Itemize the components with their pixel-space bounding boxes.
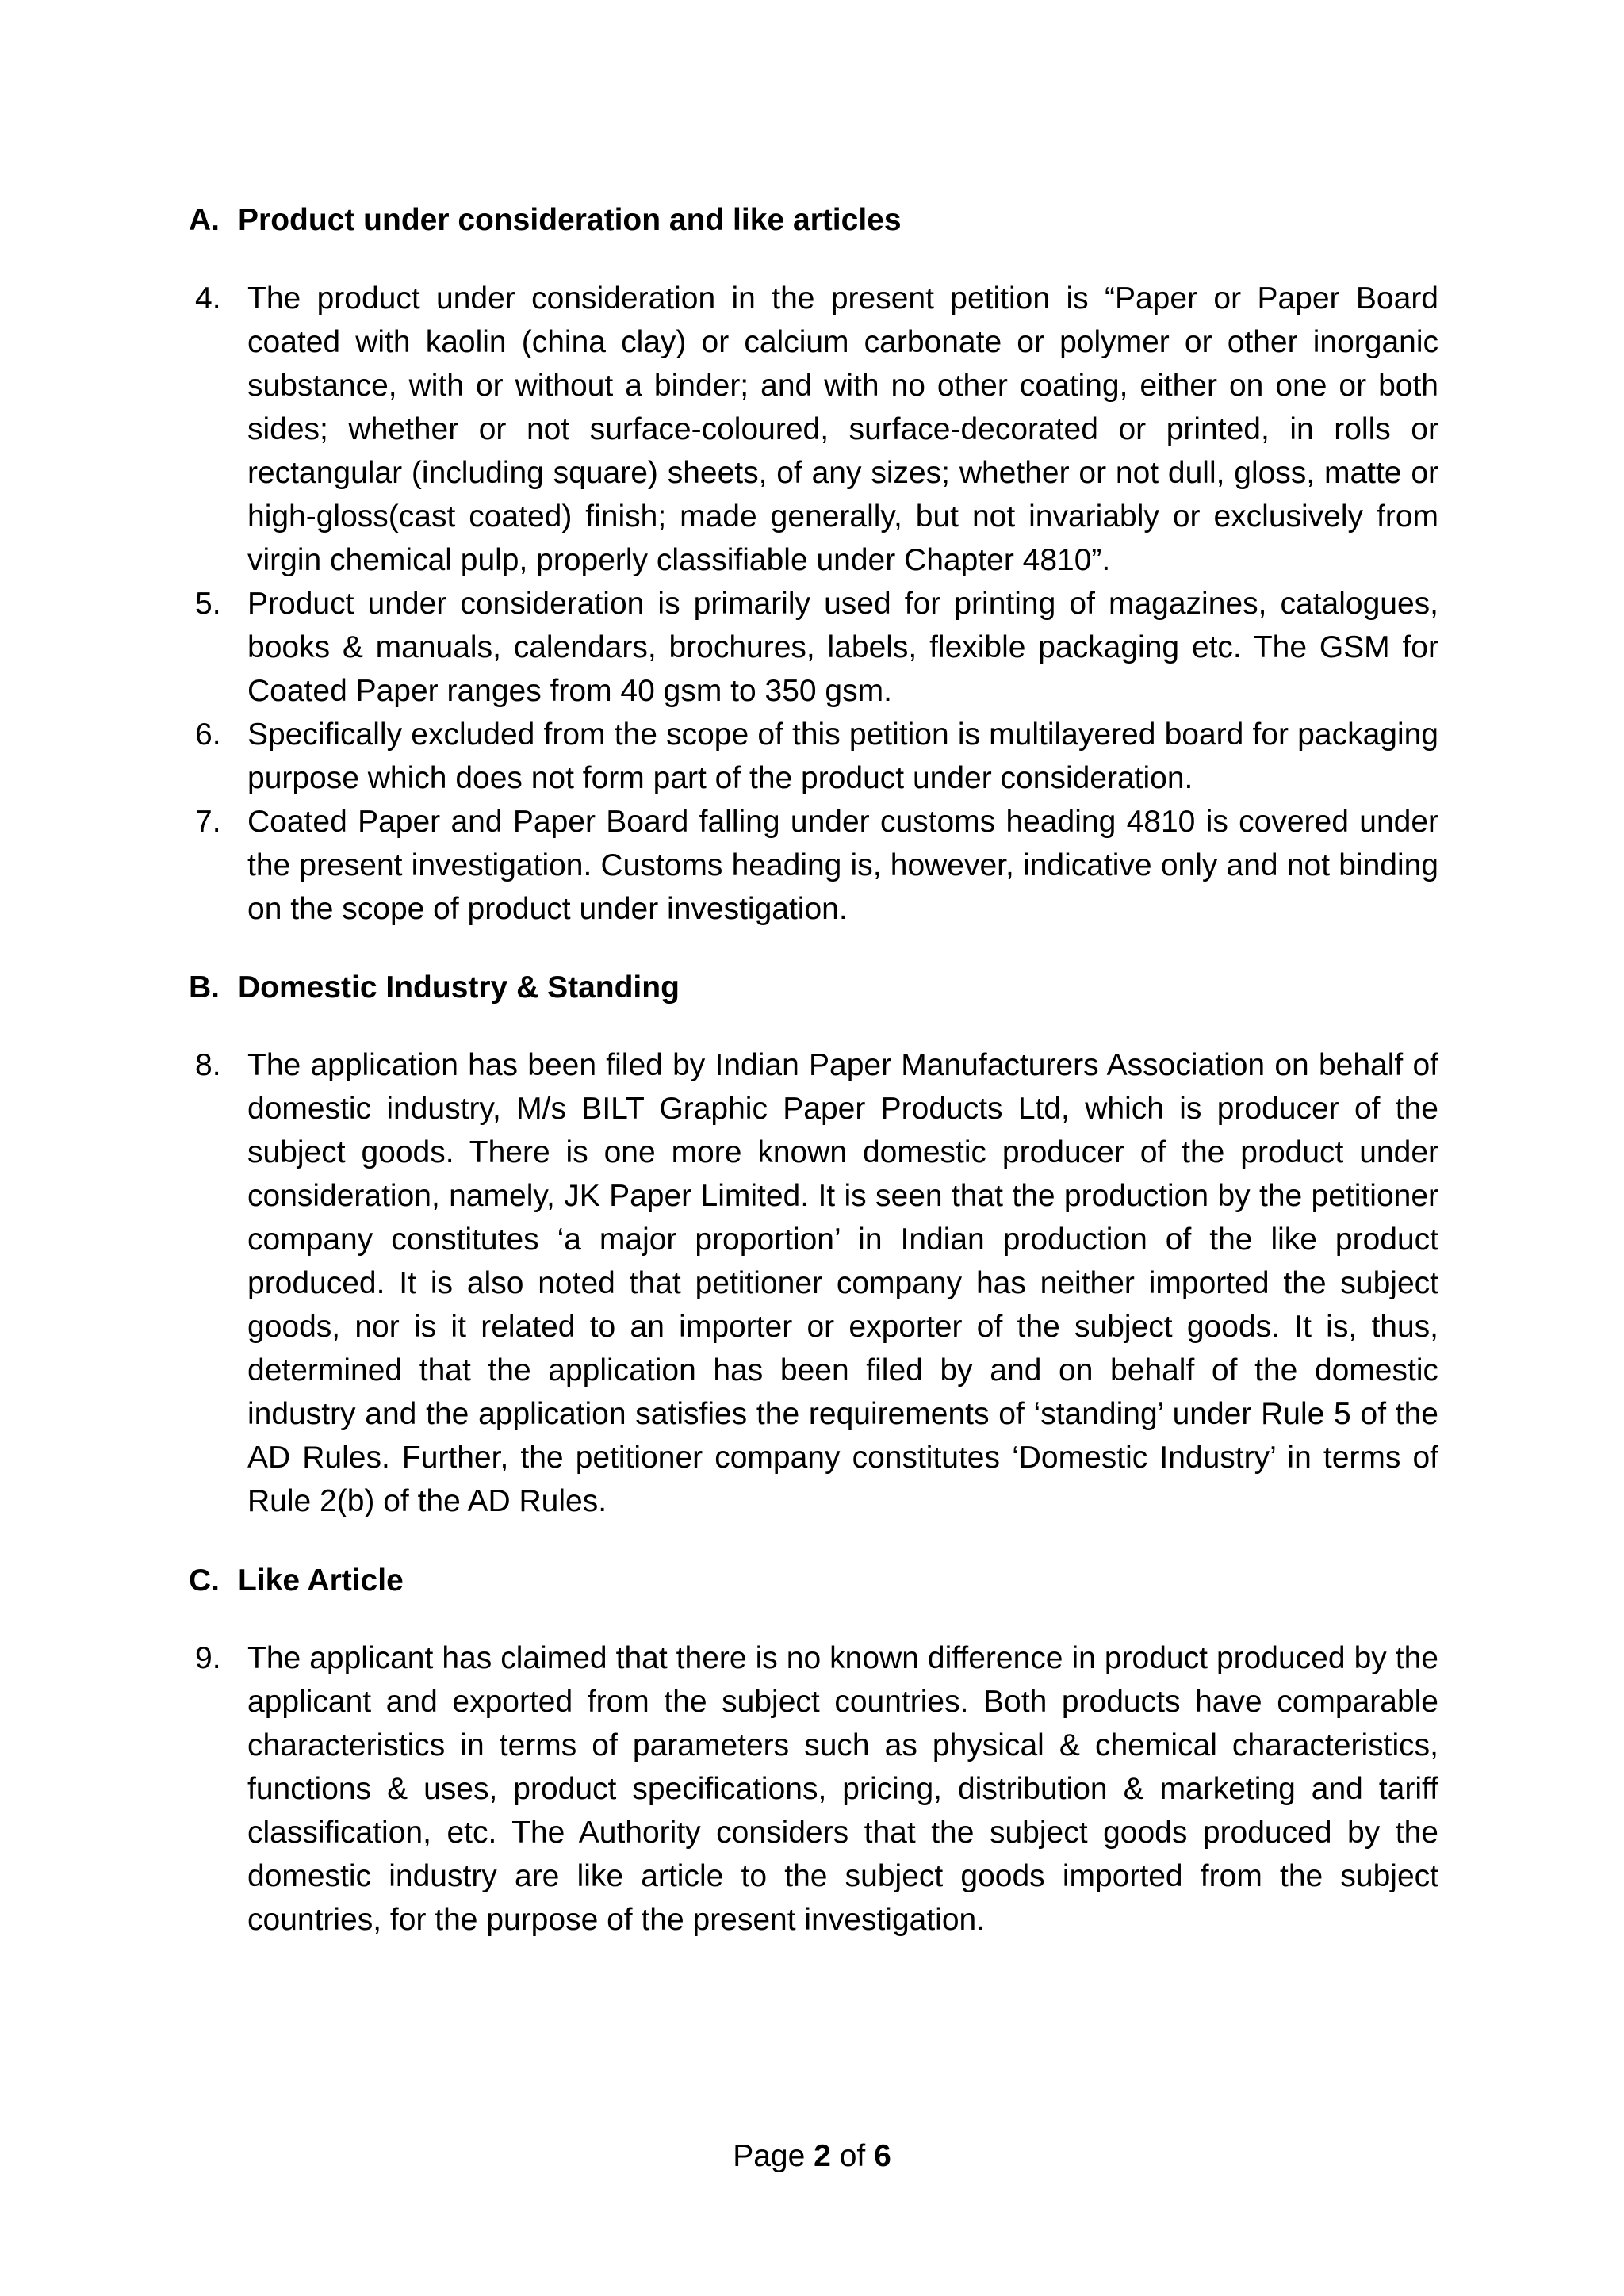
- paragraph-text: Coated Paper and Paper Board falling under customs heading 4810 is covered under the present investigation. Customs heading is, however, indicative only and not binding on the scope of product under investigation.: [247, 805, 1438, 926]
- paragraph-text: The applicant has claimed that there is no known difference in product produced by the applicant and exported from the subject countries. Both products have comparable characteristics in terms of parameters such as physical & chemical characteristics, functions & uses, product specifications, pricing, distribution & marketing and tariff classification, etc. The Authority considers that the subject goods produced by the domestic industry are like article to the subject goods imported from the subject countries, for the purpose of the present investigation.: [247, 1641, 1438, 1937]
- section-a-list: [195, 277, 1438, 931]
- section-c-letter: C.: [189, 1563, 220, 1598]
- paragraph-number: 9.: [195, 1641, 221, 1675]
- paragraph-text: Product under consideration is primarily used for printing of magazines, catalogues, books & manuals, calendars, brochures, labels, flexible packaging etc. The GSM for Coated Paper ranges from 40 gsm to 350 gsm.: [247, 587, 1438, 708]
- paragraph-number: 7.: [195, 805, 221, 839]
- section-c-title: Like Article: [238, 1563, 404, 1598]
- paragraph-7: [195, 800, 1438, 931]
- footer-of-label: of: [839, 2139, 866, 2173]
- paragraph-number: 5.: [195, 587, 221, 621]
- page-footer: [0, 2137, 1624, 2175]
- footer-page-label: Page: [733, 2139, 806, 2173]
- section-b-heading: [189, 969, 680, 1007]
- paragraph-number: 4.: [195, 281, 221, 316]
- paragraph-text: The application has been filed by Indian Paper Manufacturers Association on behalf of domestic industry, M/s BILT Graphic Paper Products Ltd, which is producer of the subject goods. There is one more known domestic producer of the product under consideration, namely, JK Paper Limited. It is seen that the production by the petitioner company constitutes ‘a major proportion’ in Indian production of the like product produced. It is also noted that petitioner company has neither imported the subject goods, nor is it related to an importer or exporter of the subject goods. It is, thus, determined that the application has been filed by and on behalf of the domestic industry and the application satisfies the requirements of ‘standing’ under Rule 5 of the AD Rules. Further, the petitioner company constitutes ‘Domestic Industry’ in terms of Rule 2(b) of the AD Rules.: [247, 1048, 1438, 1518]
- footer-total-pages: 6: [874, 2139, 891, 2173]
- paragraph-text: The product under consideration in the present petition is “Paper or Paper Board coated with kaolin (china clay) or calcium carbonate or polymer or other inorganic substance, with or without a binder; and with no other coating, either on one or both sides; whether or not surface-coloured, surface-decorated or printed, in rolls or rectangular (including square) sheets, of any sizes; whether or not dull, gloss, matte or high-gloss(cast coated) finish; made generally, but not invariably or exclusively from virgin chemical pulp, properly classifiable under Chapter 4810”.: [247, 281, 1438, 577]
- paragraph-6: [195, 713, 1438, 800]
- paragraph-4: [195, 277, 1438, 582]
- section-b-letter: B.: [189, 970, 220, 1004]
- section-c-list: [195, 1636, 1438, 1942]
- section-a-title: Product under consideration and like articles: [238, 203, 902, 237]
- paragraph-number: 6.: [195, 718, 221, 752]
- footer-current-page: 2: [814, 2139, 831, 2173]
- paragraph-8: [195, 1043, 1438, 1523]
- section-b-title: Domestic Industry & Standing: [238, 970, 680, 1004]
- paragraph-9: [195, 1636, 1438, 1942]
- section-a-letter: A.: [189, 203, 220, 237]
- paragraph-number: 8.: [195, 1048, 221, 1082]
- paragraph-5: [195, 582, 1438, 713]
- section-b-list: [195, 1043, 1438, 1523]
- section-c-heading: [189, 1562, 404, 1600]
- paragraph-text: Specifically excluded from the scope of this petition is multilayered board for packaging purpose which does not form part of the product under consideration.: [247, 718, 1438, 795]
- section-a-heading: [189, 201, 902, 239]
